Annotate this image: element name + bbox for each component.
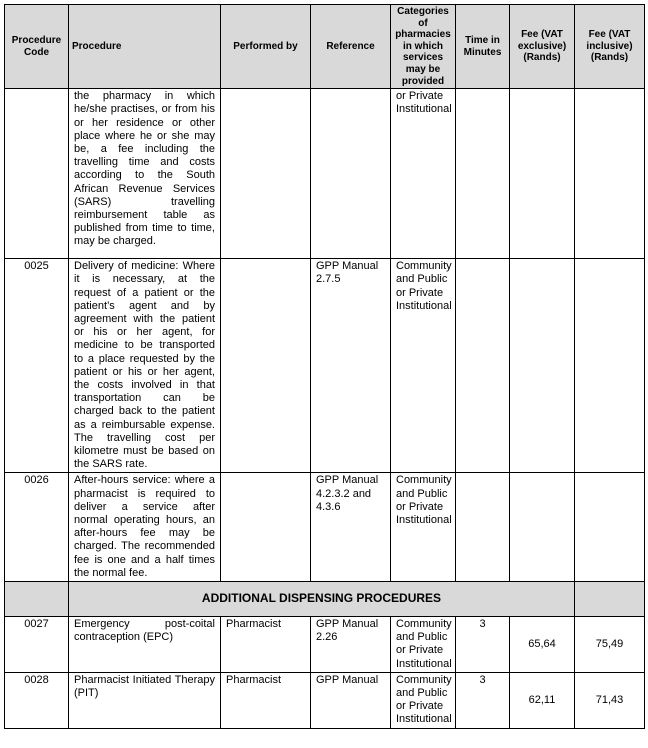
section-blank-cell xyxy=(575,582,645,617)
header-procedure-code: Procedure Code xyxy=(5,5,69,89)
categories: Community and Public or Private Institutional xyxy=(391,473,456,582)
performed-by xyxy=(221,259,311,473)
procedure-code xyxy=(5,89,69,259)
categories: Community and Public or Private Institutional xyxy=(391,259,456,473)
procedure-code: 0027 xyxy=(5,617,69,673)
header-row xyxy=(5,5,645,89)
table-row xyxy=(5,617,645,673)
header-procedure: Procedure xyxy=(69,5,221,89)
section-title: ADDITIONAL DISPENSING PROCEDURES xyxy=(69,582,575,617)
reference xyxy=(311,89,391,259)
section-header-row xyxy=(5,582,645,617)
fee-incl xyxy=(575,473,645,582)
procedure-code: 0026 xyxy=(5,473,69,582)
reference: GPP Manual 2.7.5 xyxy=(311,259,391,473)
performed-by xyxy=(221,473,311,582)
time-minutes: 3 xyxy=(456,672,510,728)
section-blank-cell xyxy=(5,582,69,617)
fee-excl xyxy=(510,473,575,582)
procedure-description: After-hours service: where a pharmacist is required to deliver a service after normal operating hours, an after-hours fee may be charged. The recommended fee is one and a half times the normal fee. xyxy=(69,473,221,582)
performed-by: Pharmacist xyxy=(221,617,311,673)
procedure-description: Pharmacist Initiated Therapy (PIT) xyxy=(69,672,221,728)
fee-incl: 71,43 xyxy=(575,672,645,728)
fee-excl: 62,11 xyxy=(510,672,575,728)
header-performed-by: Performed by xyxy=(221,5,311,89)
reference: GPP Manual 4.2.3.2 and 4.3.6 xyxy=(311,473,391,582)
table-row xyxy=(5,89,645,259)
procedure-description: Emergency post-coital contraception (EPC) xyxy=(69,617,221,673)
procedure-code: 0028 xyxy=(5,672,69,728)
time-minutes xyxy=(456,473,510,582)
fee-excl: 65,64 xyxy=(510,617,575,673)
reference: GPP Manual xyxy=(311,672,391,728)
fee-excl xyxy=(510,259,575,473)
categories: or Private Institutional xyxy=(391,89,456,259)
performed-by xyxy=(221,89,311,259)
fee-incl xyxy=(575,259,645,473)
time-minutes xyxy=(456,259,510,473)
categories: Community and Public or Private Institutional xyxy=(391,617,456,673)
header-fee-excl: Fee (VAT exclusive) (Rands) xyxy=(510,5,575,89)
procedure-fee-table xyxy=(4,4,645,729)
table-row xyxy=(5,259,645,473)
fee-incl xyxy=(575,89,645,259)
header-time: Time in Minutes xyxy=(456,5,510,89)
header-reference: Reference xyxy=(311,5,391,89)
header-fee-incl: Fee (VAT inclusive) (Rands) xyxy=(575,5,645,89)
time-minutes xyxy=(456,89,510,259)
performed-by: Pharmacist xyxy=(221,672,311,728)
fee-excl xyxy=(510,89,575,259)
procedure-code: 0025 xyxy=(5,259,69,473)
procedure-description: Delivery of medicine: Where it is necessary, at the request of a patient or the patient’s agent and by agreement with the patient or his or her agent, for medicine to be transported to a place requested by the patient or his or her agent, the costs involved in that transportation can be charged back to the patient as a reimbursable expense. The travelling cost per kilometre must be based on the SARS rate. xyxy=(69,259,221,473)
table-row xyxy=(5,473,645,582)
categories: Community and Public or Private Institutional xyxy=(391,672,456,728)
procedure-description: the pharmacy in which he/she practises, or from his or her residence or other place where he or she may be, a fee including the travelling time and costs according to the South African Revenue Services (SARS) travelling reimbursement table as published from time to time, may be charged. xyxy=(69,89,221,259)
header-categories: Categories of pharmacies in which services may be provided xyxy=(391,5,456,89)
reference: GPP Manual 2.26 xyxy=(311,617,391,673)
fee-incl: 75,49 xyxy=(575,617,645,673)
time-minutes: 3 xyxy=(456,617,510,673)
table-row xyxy=(5,672,645,728)
